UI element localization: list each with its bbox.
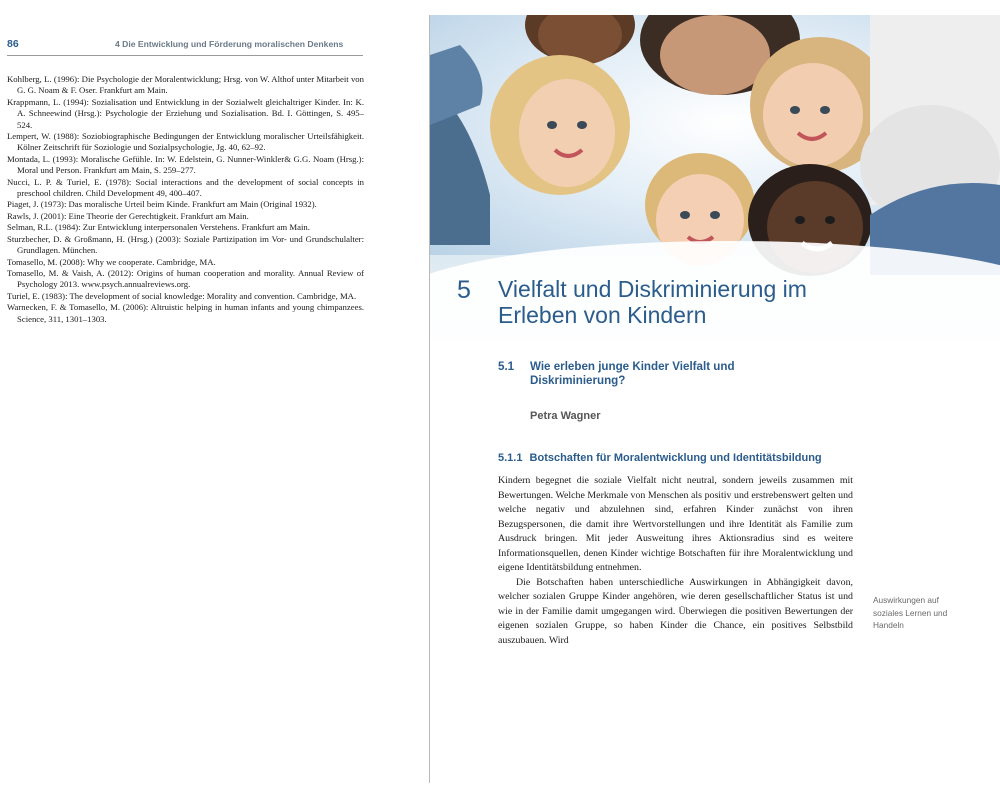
reference-item: Turiel, E. (1983): The development of social knowledge: Morality and convention. Cambridge, MA. (7, 290, 357, 301)
reference-item: Tomasello, M. & Vaish, A. (2012): Origins of human cooperation and morality. Annual Review of Psychology 2013. www.psych.annualreviews.org. (7, 267, 364, 290)
reference-item: Piaget, J. (1973): Das moralische Urteil beim Kinde. Frankfurt am Main (Original 1932). (7, 199, 317, 210)
body-text (498, 474, 853, 648)
reference-item: Sturzbecher, D. & Großmann, H. (Hrsg.) (2003): Soziale Partizipation im Vor- und Grundschulalter: Grundlagen. München. (7, 233, 364, 256)
page-header (7, 38, 363, 56)
reference-item: Warnecken, F. & Tomasello, M. (2006): Altruistic helping in human infants and young chimpanzees. Science, 311, 1301–1303. (7, 302, 364, 324)
chapter-title: Vielfalt und Diskriminierung im Erleben von Kindern (498, 276, 807, 328)
author-name: Petra Wagner (530, 410, 601, 422)
subsection-number: 5.1.1 (498, 452, 523, 464)
reference-item: Rawls, J. (2001): Eine Theorie der Gerechtigkeit. Frankfurt am Main. (7, 210, 249, 221)
section-title: Wie erleben junge Kinder Vielfalt und Diskriminierung? (530, 360, 735, 387)
left-page (0, 0, 430, 800)
subsection-title: Botschaften für Moralentwicklung und Identitätsbildung (529, 452, 822, 464)
reference-item: Krappmann, L. (1994): Sozialisation und Entwicklung in der Sozialwelt gleichaltriger Kinder. In: K. A. Schneewind (Hrsg.): Psychologie der Erziehung und Sozialisation. Bd. I. Göttingen, S. 495–524. (7, 96, 364, 130)
subsection-heading (498, 452, 822, 464)
reference-item: Nucci, L. P. & Turiel, E. (1978): Social interactions and the development of social concepts in preschool children. Child Development 49, 400–407. (7, 176, 364, 199)
section-number: 5.1 (498, 360, 515, 373)
reference-item: Lempert, W. (1988): Soziobiographische Bedingungen der Entwicklung moralischer Urteilsfähigkeit. Kölner Zeitschrift für Soziologie und Sozialpsychologie, Jg. 40, 62–92. (7, 131, 364, 153)
page-number: 86 (7, 38, 19, 50)
reference-item: Montada, L. (1993): Moralische Gefühle. In: W. Edelstein, G. Nunner-Winkler& G.G. Noam (Hrsg.): Moral und Person. Frankfurt am Main, S. 259–277. (7, 153, 364, 176)
chapter-number: 5 (457, 276, 471, 304)
body-paragraph: Kindern begegnet die soziale Vielfalt nicht neutral, sondern jeweils zusammen mit Bewertungen. Welche Merkmale von Menschen als positiv und erstrebenswert gelten und welche negativ und abzulehnen sind, erfahren Kinder zunächst von ihren Bezugspersonen, die damit ihre Wertvorstellungen und ihre Identität als Familie zum Ausdruck bringen. Mit jeder Ausweitung ihres Aktionsradius sind es weitere Informationsquellen, denen Kinder wichtige Botschaften für ihre Moralentwicklung und eigene Identitätsbildung entnehmen. (498, 475, 853, 573)
reference-item: Kohlberg, L. (1996): Die Psychologie der Moralentwicklung; Hrsg. von W. Althof unter Mitarbeit von G. G. Noam & F. Oser. Frankfurt am Main. (7, 74, 364, 96)
reference-item: Selman, R.L. (1984): Zur Entwicklung interpersonalen Verstehens. Frankfurt am Main. (7, 222, 310, 233)
reference-list (7, 74, 364, 325)
running-head: 4 Die Entwicklung und Förderung moralischen Denkens (115, 39, 344, 49)
margin-note: Auswirkungen auf soziales Lernen und Handeln (873, 595, 948, 630)
reference-item: Tomasello, M. (2008): Why we cooperate. Cambridge, MA. (7, 256, 216, 267)
body-paragraph: Die Botschaften haben unterschiedliche Auswirkungen in Abhängigkeit davon, welcher sozialen Gruppe Kinder angehören, wie deren gesellschaftlicher Status ist und wie in der Familie damit umgegangen wird. Überwiegen die positiven Bewertungen der eigenen sozialen Gruppe, so haben Kinder die Chance, ein positives Selbstbild auszubauen. Wird (498, 576, 853, 646)
